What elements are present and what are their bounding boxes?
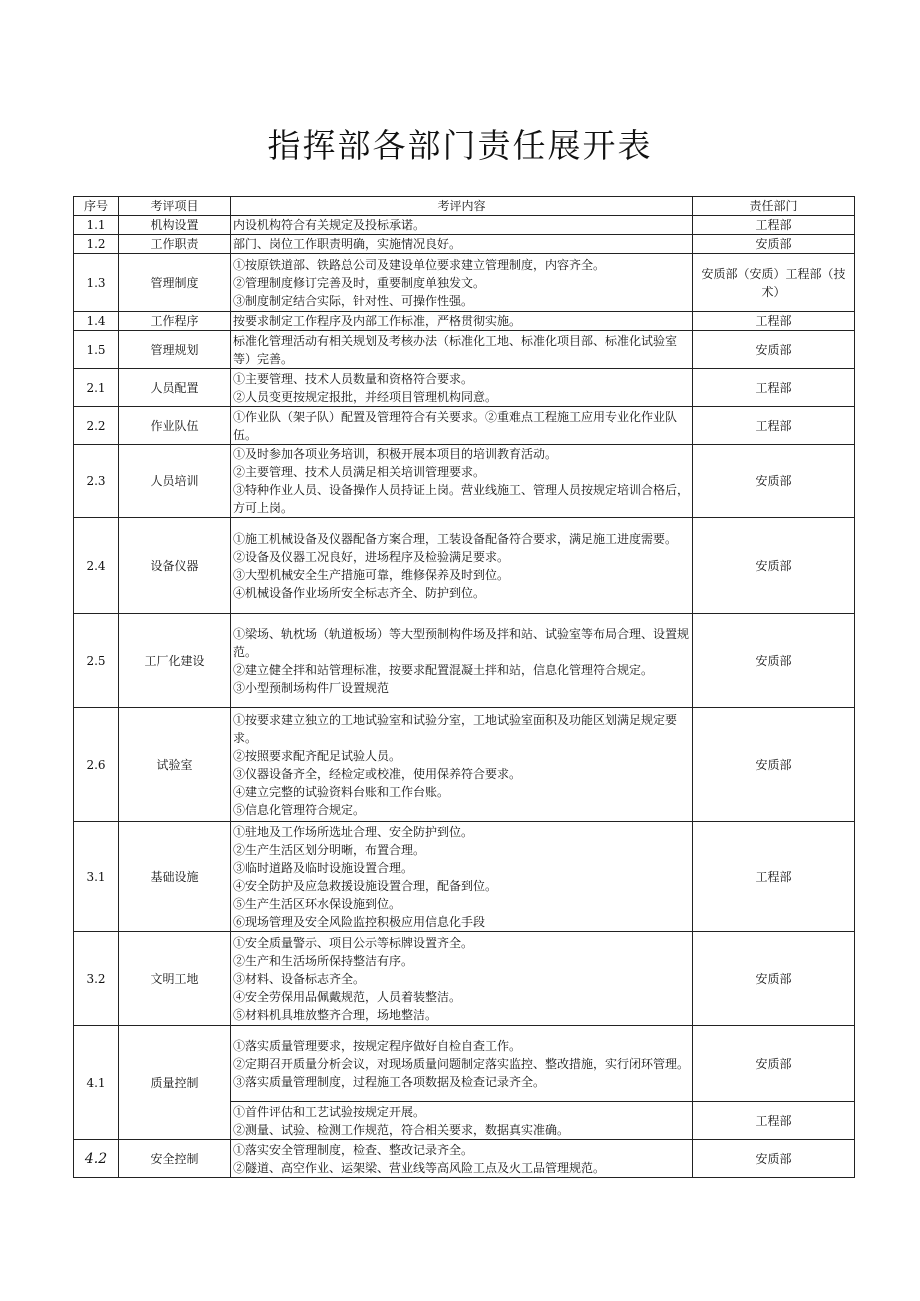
row-item: 质量控制 [119, 1026, 231, 1140]
content-line: ①驻地及工作场所选址合理、安全防护到位。 [233, 824, 474, 839]
content-line: 按要求制定工作程序及内部工作标准，严格贯彻实施。 [233, 314, 522, 328]
content-cell [231, 822, 693, 932]
table-row [74, 369, 855, 407]
row-dept: 工程部 [693, 216, 855, 235]
content-line: ③特种作业人员、设备操作人员持证上岗。营业线施工、管理人员按规定培训合格后，方可上岗。 [233, 483, 690, 515]
content-line: ②建立健全拌和站管理标准，按要求配置混凝土拌和站，信息化管理符合规定。 [233, 662, 654, 677]
content-line: ③临时道路及临时设施设置合理。 [233, 860, 414, 875]
header-no: 序号 [74, 197, 119, 216]
content-line: ②人员变更按规定报批，并经项目管理机构同意。 [233, 389, 498, 404]
row-item: 工作职责 [119, 235, 231, 254]
content-cell [231, 1140, 693, 1178]
content-cell [231, 708, 693, 822]
row-dept: 工程部 [693, 1102, 855, 1140]
content-cell [231, 407, 693, 445]
content-cell [231, 331, 693, 369]
content-cell [231, 614, 693, 708]
content-line: ①按原铁道部、铁路总公司及建设单位要求建立管理制度，内容齐全。 [233, 257, 606, 272]
content-line: ①安全质量警示、项目公示等标牌设置齐全。 [233, 935, 474, 950]
table-header-row [74, 197, 855, 216]
content-line: ②设备及仪器工况良好，进场程序及检验满足要求。 [233, 549, 510, 564]
content-cell [231, 1102, 693, 1140]
header-dept: 责任部门 [693, 197, 855, 216]
row-item: 设备仪器 [119, 518, 231, 614]
content-cell [231, 932, 693, 1026]
content-line: 内设机构符合有关规定及投标承诺。 [233, 218, 426, 232]
content-line: ①及时参加各项业务培训，积极开展本项目的培训教育活动。 [233, 447, 558, 461]
content-line: ③材料、设备标志齐全。 [233, 971, 366, 986]
table-row [74, 254, 855, 312]
content-line: ②生产生活区划分明晰，布置合理。 [233, 842, 426, 857]
table-row [74, 1140, 855, 1178]
table-row [74, 932, 855, 1026]
table-row [74, 331, 855, 369]
content-line: ⑤信息化管理符合规定。 [233, 802, 366, 817]
content-line: ②管理制度修订完善及时，重要制度单独发文。 [233, 275, 486, 290]
page-title: 指挥部各部门责任展开表 [267, 126, 653, 165]
content-line: ①主要管理、技术人员数量和资格符合要求。 [233, 371, 474, 386]
content-line: ③仪器设备齐全，经检定或校准，使用保养符合要求。 [233, 766, 522, 781]
content-line: ②按照要求配齐配足试验人员。 [233, 748, 402, 763]
row-item: 工厂化建设 [119, 614, 231, 708]
content-line: ①落实质量管理要求，按规定程序做好自检自查工作。 [233, 1038, 522, 1053]
row-no: 2.3 [74, 445, 119, 518]
table-row [74, 708, 855, 822]
content-cell [231, 518, 693, 614]
content-line: ①按要求建立独立的工地试验室和试验分室，工地试验室面积及功能区划满足规定要求。 [233, 712, 678, 745]
row-no: 2.2 [74, 407, 119, 445]
row-dept: 安质部 [693, 235, 855, 254]
row-no: 2.5 [74, 614, 119, 708]
content-line: ③小型预制场构件厂设置规范 [233, 680, 390, 695]
content-line: ①落实安全管理制度，检查、整改记录齐全。 [233, 1142, 474, 1157]
content-line: ①首件评估和工艺试验按规定开展。 [233, 1104, 426, 1119]
row-dept: 安质部 [693, 932, 855, 1026]
content-line: ⑤生产生活区环水保设施到位。 [233, 896, 402, 911]
table-row [74, 312, 855, 331]
content-line: 部门、岗位工作职责明确，实施情况良好。 [233, 237, 462, 251]
content-line: ④安全劳保用品佩戴规范，人员着装整洁。 [233, 989, 462, 1004]
table-row [74, 216, 855, 235]
row-no: 3.2 [74, 932, 119, 1026]
content-line: ②测量、试验、检测工作规范，符合相关要求，数据真实准确。 [233, 1122, 570, 1137]
row-dept: 安质部 [693, 708, 855, 822]
content-line: ①梁场、轨枕场（轨道板场）等大型预制构件场及拌和站、试验室等布局合理、设置规范。 [233, 626, 690, 659]
table-row [74, 614, 855, 708]
content-cell [231, 312, 693, 331]
row-item: 作业队伍 [119, 407, 231, 445]
content-cell [231, 235, 693, 254]
row-dept: 工程部 [693, 312, 855, 331]
table-row [74, 822, 855, 932]
responsibility-table [73, 196, 855, 1178]
row-item: 安全控制 [119, 1140, 231, 1178]
row-item: 工作程序 [119, 312, 231, 331]
table-row [74, 407, 855, 445]
row-no: 1.5 [74, 331, 119, 369]
content-line: ④建立完整的试验资料台账和工作台账。 [233, 784, 450, 799]
row-no: 1.3 [74, 254, 119, 312]
table-row [74, 1026, 855, 1102]
content-line: ⑤材料机具堆放整齐合理，场地整洁。 [233, 1007, 438, 1022]
row-item: 试验室 [119, 708, 231, 822]
row-item: 人员配置 [119, 369, 231, 407]
row-dept: 安质部 [693, 518, 855, 614]
row-item: 管理规划 [119, 331, 231, 369]
row-dept: 安质部（安质）工程部（技术） [693, 254, 855, 312]
row-no: 3.1 [74, 822, 119, 932]
row-no: 1.2 [74, 235, 119, 254]
header-item: 考评项目 [119, 197, 231, 216]
content-line: ①作业队（架子队）配置及管理符合有关要求。②重难点工程施工应用专业化作业队伍。 [233, 409, 678, 442]
table-row [74, 235, 855, 254]
row-dept: 安质部 [693, 1026, 855, 1102]
row-no: 1.1 [74, 216, 119, 235]
row-item: 文明工地 [119, 932, 231, 1026]
row-dept: 安质部 [693, 614, 855, 708]
content-cell [231, 369, 693, 407]
content-cell [231, 1026, 693, 1102]
content-line: ④机械设备作业场所安全标志齐全、防护到位。 [233, 585, 486, 600]
row-no: 2.1 [74, 369, 119, 407]
content-line: 标准化管理活动有相关规划及考核办法（标准化工地、标准化项目部、标准化试验室等）完善。 [233, 333, 678, 366]
row-dept: 安质部 [693, 1140, 855, 1178]
content-line: ③制度制定结合实际，针对性、可操作性强。 [233, 293, 474, 308]
content-line: ③落实质量管理制度，过程施工各项数据及检查记录齐全。 [233, 1074, 546, 1089]
row-dept: 安质部 [693, 331, 855, 369]
content-line: ③大型机械安全生产措施可靠，维修保养及时到位。 [233, 567, 510, 582]
row-dept: 安质部 [693, 445, 855, 518]
row-no: 4.2 [74, 1140, 119, 1178]
row-dept: 工程部 [693, 369, 855, 407]
content-cell [231, 216, 693, 235]
content-line: ②生产和生活场所保持整洁有序。 [233, 953, 414, 968]
content-line: ②主要管理、技术人员满足相关培训管理要求。 [233, 465, 486, 479]
row-item: 人员培训 [119, 445, 231, 518]
row-item: 机构设置 [119, 216, 231, 235]
content-line: ①施工机械设备及仪器配备方案合理，工装设备配备符合要求，满足施工进度需要。 [233, 531, 678, 546]
content-line: ⑥现场管理及安全风险监控积极应用信息化手段 [233, 914, 486, 929]
content-cell [231, 445, 693, 518]
content-line: ②隧道、高空作业、运架梁、营业线等高风险工点及火工品管理规范。 [233, 1160, 606, 1175]
row-no: 4.1 [74, 1026, 119, 1140]
row-item: 基础设施 [119, 822, 231, 932]
row-item: 管理制度 [119, 254, 231, 312]
row-no: 1.4 [74, 312, 119, 331]
content-line: ④安全防护及应急救援设施设置合理，配备到位。 [233, 878, 498, 893]
row-no: 2.6 [74, 708, 119, 822]
header-content: 考评内容 [231, 197, 693, 216]
table-row [74, 518, 855, 614]
row-dept: 工程部 [693, 822, 855, 932]
content-cell [231, 254, 693, 312]
row-dept: 工程部 [693, 407, 855, 445]
content-line: ②定期召开质量分析会议，对现场质量问题制定落实监控、整改措施，实行闭环管理。 [233, 1056, 690, 1071]
table-row [74, 445, 855, 518]
row-no: 2.4 [74, 518, 119, 614]
